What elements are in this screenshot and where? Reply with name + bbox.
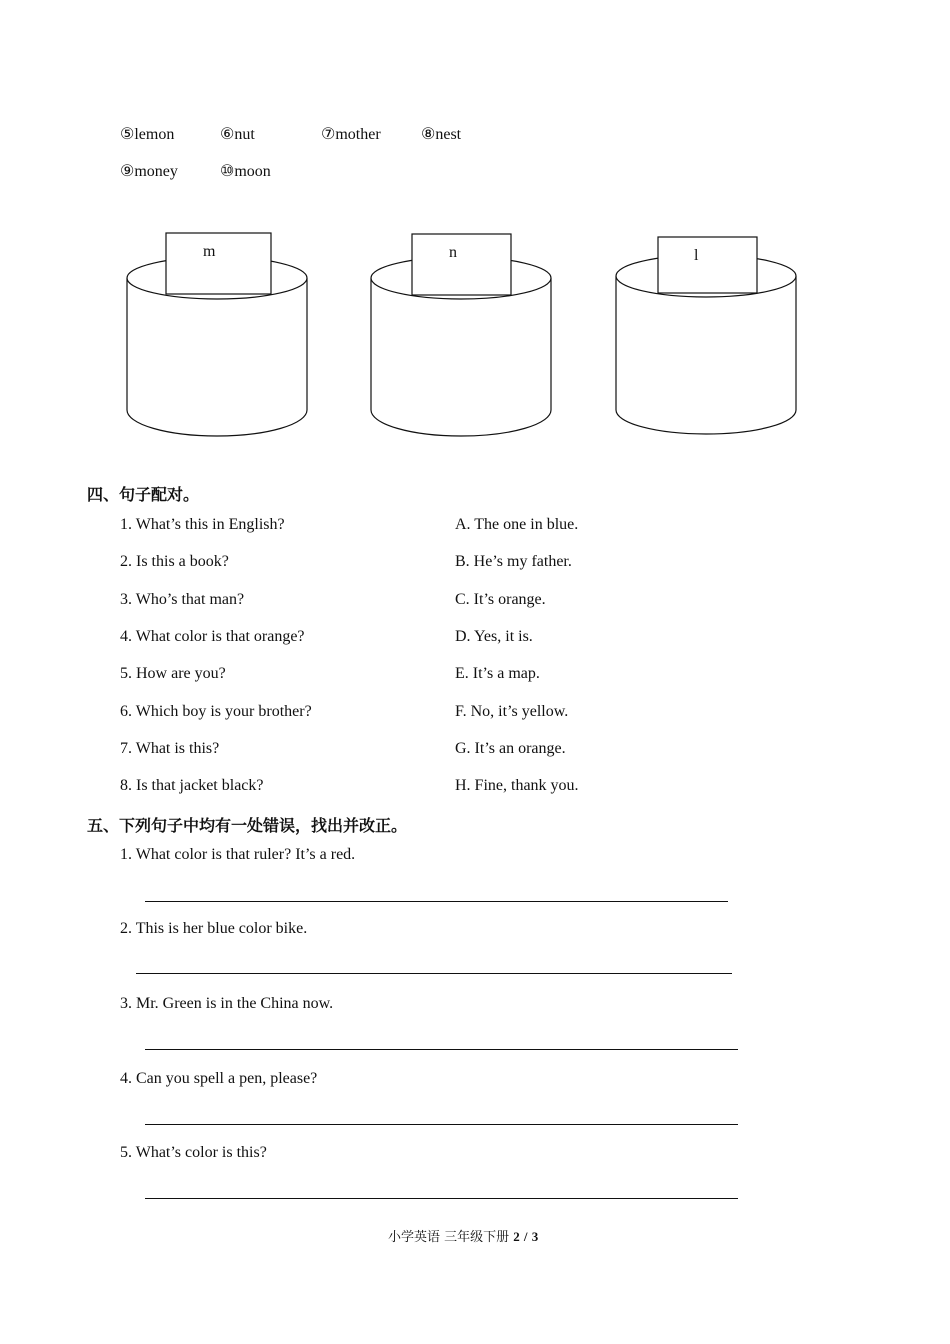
- error-sentence: 2. This is her blue color bike.: [120, 920, 308, 937]
- page-total: 3: [531, 1229, 539, 1244]
- footer-label: 小学英语 三年级下册: [388, 1230, 510, 1245]
- match-question: 5. How are you?: [120, 665, 226, 682]
- match-answer: F. No, it’s yellow.: [455, 703, 569, 720]
- match-answer: B. He’s my father.: [455, 553, 572, 570]
- answer-line[interactable]: [145, 1124, 738, 1125]
- answer-line[interactable]: [145, 1198, 738, 1199]
- match-answer: D. Yes, it is.: [455, 628, 533, 645]
- word-nest: ⑧nest: [421, 126, 462, 143]
- buckets-illustration: [0, 0, 950, 470]
- bucket-n: [371, 234, 551, 436]
- page-separator: /: [523, 1229, 528, 1244]
- match-question: 3. Who’s that man?: [120, 591, 245, 608]
- bucket-l: [616, 237, 796, 434]
- error-sentence: 5. What’s color is this?: [120, 1144, 267, 1161]
- page-number: 2: [513, 1229, 520, 1244]
- error-sentence: 4. Can you spell a pen, please?: [120, 1070, 318, 1087]
- match-answer: E. It’s a map.: [455, 665, 540, 682]
- word-lemon: ⑤lemon: [120, 126, 175, 143]
- word-moon: ⑩moon: [220, 163, 271, 180]
- match-question: 4. What color is that orange?: [120, 628, 305, 645]
- bucket-label-m: m: [203, 243, 216, 260]
- bucket-label-n: n: [449, 244, 457, 261]
- match-question: 1. What’s this in English?: [120, 516, 285, 533]
- word-mother: ⑦mother: [321, 126, 381, 143]
- section5-heading: 五、下列句子中均有一处错误，找出并改正。: [87, 816, 408, 835]
- match-answer: G. It’s an orange.: [455, 740, 566, 757]
- bucket-m: [127, 233, 307, 436]
- word-money: ⑨money: [120, 163, 178, 180]
- match-question: 2. Is this a book?: [120, 553, 229, 570]
- answer-line[interactable]: [136, 973, 732, 974]
- page-footer: [388, 1226, 538, 1245]
- match-answer: C. It’s orange.: [455, 591, 546, 608]
- bucket-label-l: l: [694, 247, 699, 264]
- match-answer: A. The one in blue.: [455, 516, 579, 533]
- match-question: 8. Is that jacket black?: [120, 777, 264, 794]
- error-sentence: 3. Mr. Green is in the China now.: [120, 995, 334, 1012]
- answer-line[interactable]: [145, 901, 728, 902]
- word-nut: ⑥nut: [220, 126, 255, 143]
- match-question: 7. What is this?: [120, 740, 220, 757]
- error-sentence: 1. What color is that ruler? It’s a red.: [120, 846, 356, 863]
- match-question: 6. Which boy is your brother?: [120, 703, 312, 720]
- answer-line[interactable]: [145, 1049, 738, 1050]
- match-answer: H. Fine, thank you.: [455, 777, 579, 794]
- section4-heading: 四、句子配对。: [87, 485, 200, 504]
